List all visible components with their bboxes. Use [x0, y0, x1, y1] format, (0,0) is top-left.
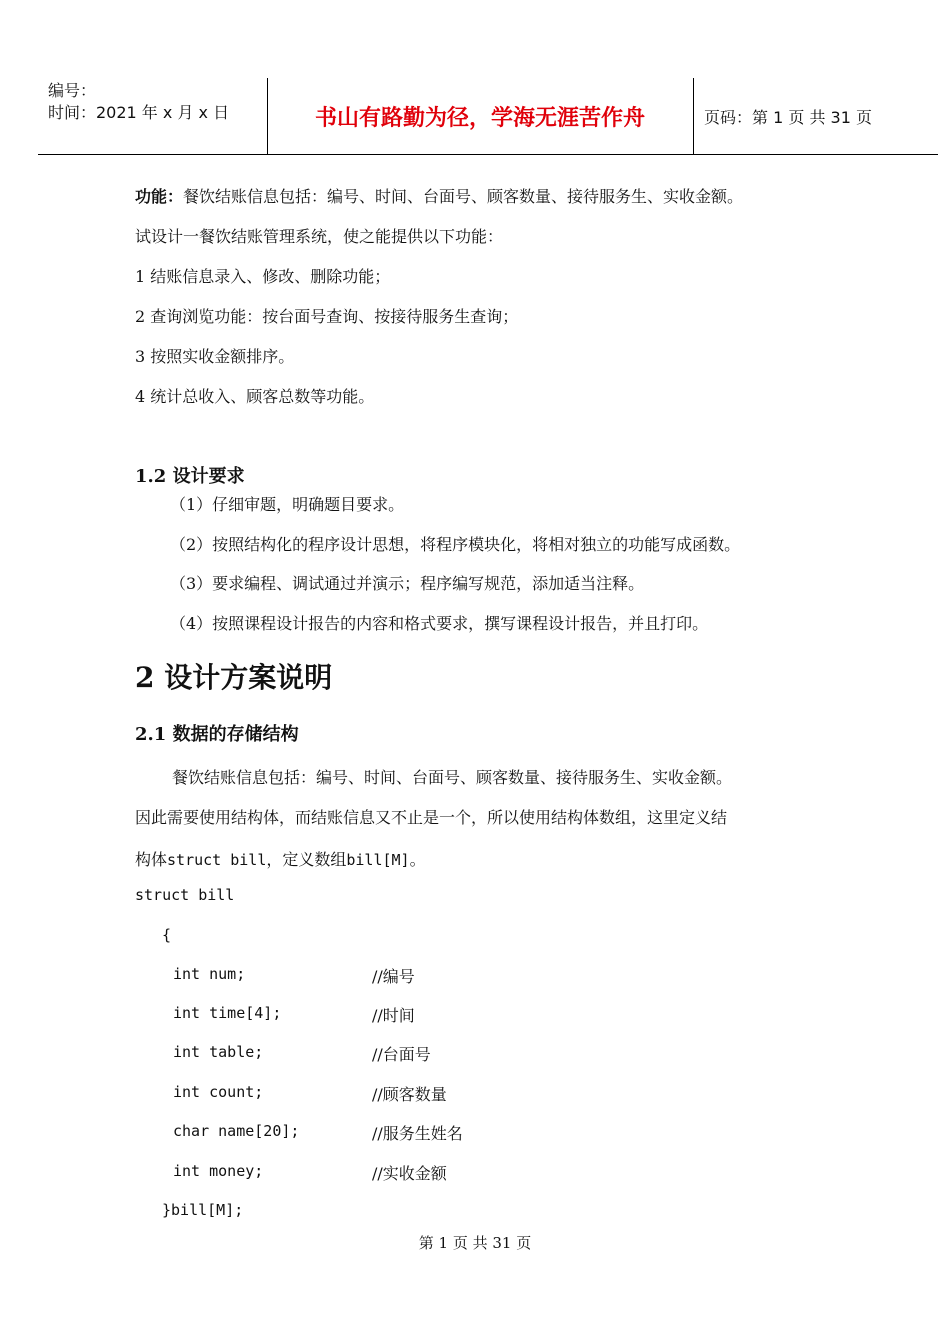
paragraph-text: 构体 — [135, 850, 168, 869]
paragraph-line: 因此需要使用结构体，而结账信息又不止是一个，所以使用结构体数组，这里定义结 — [135, 808, 728, 827]
header-meta — [48, 80, 229, 124]
code-struct-line: struct bill — [135, 886, 235, 904]
paragraph-text: ，定义数组 — [266, 850, 347, 869]
inline-code: bill[M] — [346, 851, 410, 869]
feature-item: 3 按照实收金额排序。 — [135, 347, 295, 366]
paragraph-text: 。 — [409, 850, 426, 869]
header-motto: 书山有路勤为径，学海无涯苦作舟 — [314, 104, 645, 131]
code-open-brace: { — [162, 926, 172, 944]
feature-item: 4 统计总收入、顾客总数等功能。 — [135, 387, 375, 406]
requirement-item: （3）要求编程、调试通过并演示；程序编写规范，添加适当注释。 — [170, 574, 645, 593]
requirement-item: （4）按照课程设计报告的内容和格式要求，撰写课程设计报告，并且打印。 — [170, 614, 709, 633]
function-label: 功能： — [135, 187, 184, 206]
code-field: char name[20]; — [173, 1122, 300, 1140]
code-comment: //台面号 — [372, 1045, 431, 1064]
feature-item: 1 结账信息录入、修改、删除功能； — [135, 267, 391, 286]
requirements-heading: 1.2 设计要求 — [135, 466, 245, 487]
code-comment: //时间 — [372, 1006, 415, 1025]
document-time-label: 时间：2021 年 x 月 x 日 — [48, 103, 230, 122]
subsection-heading: 2.1 数据的存储结构 — [135, 724, 299, 745]
code-field: int num; — [173, 965, 246, 983]
header-page-info: 页码：第 1 页 共 31 页 — [704, 107, 872, 127]
function-text: 餐饮结账信息包括：编号、时间、台面号、顾客数量、接待服务生、实收金额。 — [183, 187, 744, 206]
page-header — [38, 78, 938, 154]
header-rule — [38, 154, 938, 155]
feature-item: 2 查询浏览功能：按台面号查询、按接待服务生查询； — [135, 307, 519, 326]
inline-code: struct bill — [167, 851, 267, 869]
code-field: int money; — [173, 1162, 264, 1180]
code-field: int table; — [173, 1043, 264, 1061]
page-footer: 第 1 页 共 31 页 — [418, 1234, 532, 1252]
code-comment: //服务生姓名 — [372, 1124, 463, 1143]
requirement-item: （1）仔细审题，明确题目要求。 — [170, 495, 405, 514]
function-line — [135, 184, 743, 207]
code-comment: //顾客数量 — [372, 1085, 447, 1104]
code-comment: //编号 — [372, 967, 415, 986]
requirement-item: （2）按照结构化的程序设计思想，将程序模块化，将相对独立的功能写成函数。 — [170, 535, 741, 554]
code-field: int time[4]; — [173, 1004, 282, 1022]
paragraph-line — [135, 847, 426, 870]
document-number-label: 编号： — [48, 81, 97, 100]
paragraph-line: 餐饮结账信息包括：编号、时间、台面号、顾客数量、接待服务生、实收金额。 — [172, 768, 733, 787]
code-field: int count; — [173, 1083, 264, 1101]
code-close-line: }bill[M]; — [162, 1201, 244, 1219]
section-heading: 2 设计方案说明 — [135, 661, 333, 694]
design-intro-line: 试设计一餐饮结账管理系统，使之能提供以下功能： — [135, 227, 504, 246]
code-comment: //实收金额 — [372, 1164, 447, 1183]
